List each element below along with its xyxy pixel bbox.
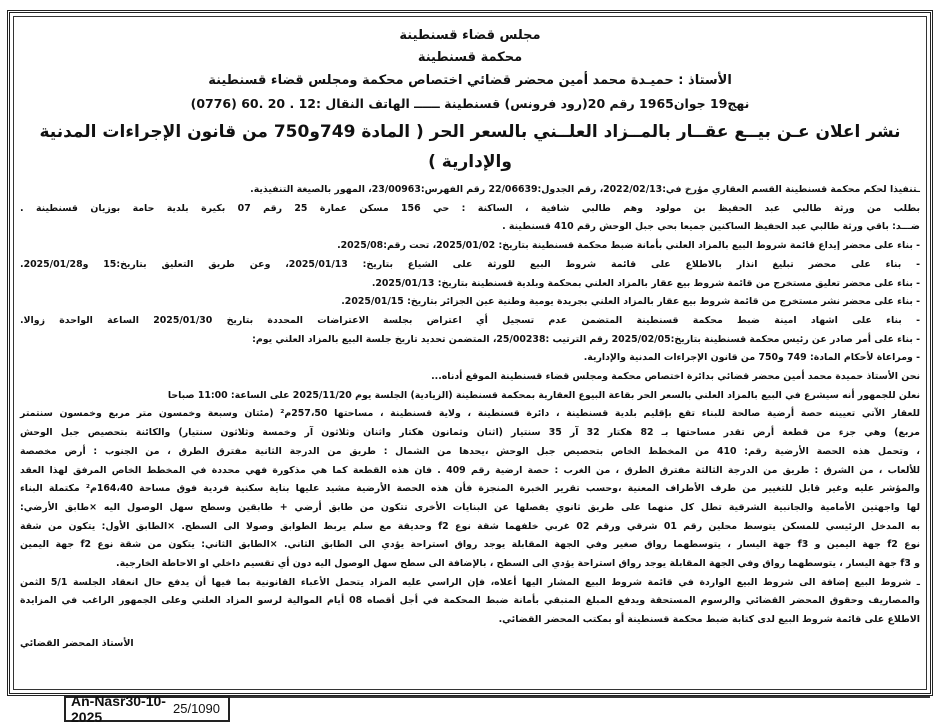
body-line: للألعاب ، من الشرق : طريق من الدرجة الثالثة مفترق الطرق ، من الغرب : حصة ارضية رقم 409 . فان هذه القطعة كما هي مذكورة فهي محددة في المخطط الخاص المرفق لهذا العقد bbox=[20, 464, 920, 476]
body-line: والمصاريف وحقوق المحضر القضائي والرسوم المستحقة ويدفع المبلغ المتبقي بأمانة ضبط المحكمة في أجل أقصاه 08 أيام الموالية لرسو المزاد العلني وعلى الجمهور الراغب في المزايدة bbox=[20, 595, 920, 607]
body-line: - بناء على محضر نشر مستخرج من قائمة شروط بيع عقار بالمزاد العلني بجريدة يومية وطنية عين الجزائر بتاريخ: 2025/01/15. bbox=[341, 296, 920, 308]
body-line: - بناء على محضر تعليق مستخرج من قائمة شروط بيع عقار بالمزاد العلني بمحكمة وبلدية قسنطينة بتاريخ: 2025/01/13. bbox=[371, 277, 920, 289]
body-line: به المدخل الرئيسي للمسكن يتوسط محلين رقم 01 شرقي ورقم 02 غربي خلفهما شقة نوع f2 وحديقة مع سلم يربط الطوابق وصولا الى السطح. ×الطابق الأول: يتكون من شقة bbox=[20, 520, 920, 532]
bailiff-address: نهج19 جوان1965 رقم 20(رود فرونس) قسنطينة ــــــ الهاتف النقال :12 . 20 .60 (0776) bbox=[190, 96, 750, 111]
body-line: بطلب من ورثة طالبي عبد الحفيظ بن مولود وهم طالبي شافية ، الساكنة : حي 156 مسكن عمارة 25 رقم 07 بكيرة بلدية حامة بوزيان قسنطينة . bbox=[20, 202, 921, 214]
body-line: مربع) وهي جزء من قطعة أرض تقدر مساحتها بـ 82 هكتار 32 آر 35 سنتيار (اثنان وثمانون هكتار واثنان وثلاثون آر وخمسة وثلاثون سنتيار) والكائنة بتحصيص جبل الوحش bbox=[20, 427, 920, 439]
body-line: ـتنفيذا لحكم محكمة قسنطينة القسم العقاري مؤرخ في:2022/02/13، رقم الجدول:22/06639 رقم الفهرس:23/00963، المهور بالصيغة التنفيذية. bbox=[250, 184, 920, 195]
body-line: للعقار الآتي تعيينه حصة أرضية صالحة للبناء تقع بإقليم بلدية قسنطينة ، دائرة قسنطينة ، ولاية قسنطينة ، مساحتها 257،50م² (مئتان وسبعة وخمسون متر مربع وخمسون سنتمتر bbox=[20, 408, 920, 420]
notice-border bbox=[7, 10, 933, 696]
notice-body bbox=[20, 181, 920, 630]
reference-number: 25/1090 bbox=[173, 701, 220, 717]
council-name: مجلس قضاء قسنطينة bbox=[399, 28, 541, 43]
publication-reference-box bbox=[64, 692, 230, 725]
body-line: - بناء على محضر تبليغ انذار بالاطلاع على قائمة شروط البيع للورثة على الشياع بتاريخ: 2025/01/13، وعن طريق التعليق بتاريخ:15 و2025/01/28. bbox=[20, 258, 920, 270]
body-line: ـ شروط البيع إضافة الى شروط البيع الواردة في قائمة شروط البيع المشار اليها أعلاه، فإن الراسي عليه المزاد يتحمل الأعباء القانونية بما فيها أن يدفع حال انعقاد الجلسة 5/1 الثمن bbox=[20, 576, 920, 588]
body-line: - ومراعاة لأحكام المادة: 749 و750 من قانون الإجراءات المدنية والإدارية. bbox=[583, 352, 920, 364]
body-line: ، وتحمل هذه الحصة الأرضية رقم: 410 من المخطط الخاص بتحصيص جبل الوحش ،يحدها من الشمال : طريق من الدرجة الثانية مفترق الطرق ، من الجنوب : أرض مخصصة bbox=[20, 445, 920, 457]
body-line: - بناء على محضر إيداع قائمة شروط البيع بالمزاد العلني بأمانة ضبط محكمة قسنطينة بتاريخ: 2025/01/02، تحت رقم:2025/08. bbox=[337, 240, 920, 252]
body-line: - بناء على اشهاد امينة ضبط محكمة قسنطينة المتضمن عدم تسجيل أي اعتراض بجلسة الاعتراضات المحددة بتاريخ 2025/01/30 الساعة الواحدة زوالا. bbox=[20, 314, 920, 326]
footer bbox=[7, 692, 933, 728]
body-line: ضـــد: باقي ورثة طالبي عبد الحفيظ الساكنين جميعا بحي جبل الوحش رقم 410 قسنطينة . bbox=[502, 221, 920, 233]
notice-inner-border bbox=[13, 16, 927, 690]
body-line: و f3 جهة اليسار ، يتوسطهما رواق وفي الجهة المقابلة يوجد رواق استراحة يؤدي الى السطح ، بالإضافة الى سطح سهل الوصول اليه دون أي تقسيم داخلي او الاحاطة الخارجية. bbox=[116, 558, 920, 570]
body-line: الاطلاع على قائمة شروط البيع لدى كتابة ضبط محكمة قسنطينة أو بمكتب المحضر القضائي. bbox=[498, 614, 920, 626]
signature-label: الأستاذ المحضر القضائي bbox=[20, 637, 134, 649]
notice-title: نشر اعلان عـن بيــع عقــار بالمــزاد العلــني بالسعر الحر ( المادة 749و750 من قانون الإجراءات المدنية والإدارية ) bbox=[39, 122, 901, 172]
publication-date: An-Nasr30-10-2025 bbox=[71, 692, 166, 725]
court-name: محكمة قسنطينة bbox=[417, 50, 523, 65]
footer-rule bbox=[230, 696, 930, 698]
body-line: لها واجهتين الأمامية والجانبية الشرقية تطل كل منهما على طريق ثانوي يفصلها عن البنايات الأخرى تتكون من طابق أرضي + طابقين وسطح سهل الوصول اليه ×طابق الأرضي: bbox=[20, 501, 920, 513]
bailiff-name: الأستاذ : حميـدة محمد أمين محضر قضائي اختصاص محكمة ومجلس قضاء قسنطينة bbox=[208, 73, 732, 88]
body-line: والمؤشر عليه وغير قابل للتغيير من طرف الأطراف المعنية ،وحسب تقرير الخبرة المنجزة فأن هذه الحصة الأرضية مشيد عليها بناية سكنية فردية فوق مساحة 164،40م² مكتملة البناء bbox=[20, 483, 920, 495]
body-line: نعلن للجمهور أنه سيشرع في البيع بالمزاد العلني بالسعر الحر بقاعة البيوع العقارية بمحكمة قسنطينة (الزيادية) الجلسة يوم 2025/11/20 على الساعة: 11:00 صباحا bbox=[167, 389, 920, 401]
body-line: نوع f2 جهة اليمين و f3 جهة اليسار ، يتوسطهما رواق صغير وفي الجهة المقابلة يوجد رواق استراحة يؤدي الى الطابق الثاني. ×الطابق الثاني: يتكون من شقة نوع f2 جهة اليمين bbox=[20, 539, 920, 551]
body-line: - بناء على أمر صادر عن رئيس محكمة قسنطينة بتاريخ:2025/02/05 رقم الترتيب :25/00238، المتضمن تحديد تاريخ جلسة البيع بالمزاد العلني يوم: bbox=[252, 333, 920, 345]
body-line: نحن الأستاذ حميدة محمد أمين محضر قضائي بدائرة اختصاص محكمة ومجلس قضاء قسنطينة الموقع أدناه... bbox=[431, 371, 920, 383]
